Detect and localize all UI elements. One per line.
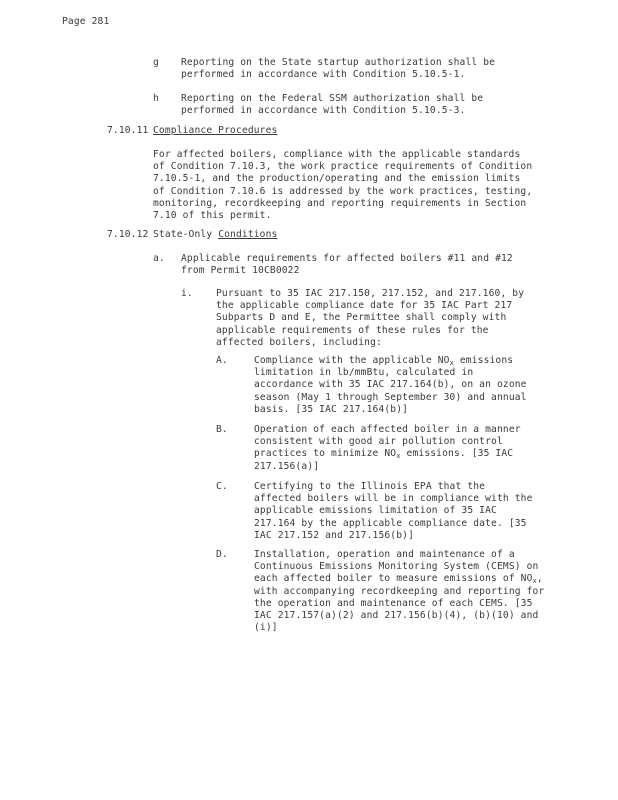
item-text-line: affected boilers, including: [216, 336, 382, 348]
subitem-text-line: the operation and maintenance of each CEMS. [35 [254, 597, 533, 609]
section-number: 7.10.11 [107, 125, 149, 136]
paragraph-line: monitoring, recordkeeping and reporting requirements in Section [153, 197, 527, 209]
item-text-line: Reporting on the Federal SSM authorization shall be [181, 93, 484, 104]
paragraph-line: of Condition 7.10.6 is addressed by the work practices, testing, [153, 185, 533, 197]
item-text-line: the applicable compliance date for 35 IAC Part 217 [216, 300, 513, 312]
subitem-text-line: Certifying to the Illinois EPA that the [254, 481, 486, 492]
section-number: 7.10.12 [107, 229, 149, 240]
paragraph-line: For affected boilers, compliance with the applicable standards [153, 149, 521, 160]
item-text-line: performed in accordance with Condition 5.10.5-1. [181, 69, 466, 81]
item-text-line: applicable requirements of these rules for the [216, 324, 489, 336]
subitem-text-line: Compliance with the applicable $NO_x$ emissions [254, 355, 514, 367]
subitem-text-line: applicable emissions limitation of 35 IAC [254, 505, 497, 517]
item-text-line: from Permit 10CB0022 [181, 265, 300, 277]
section-title: Compliance Procedures [153, 125, 278, 136]
paragraph-line: of Condition 7.10.3, the work practice requirements of Condition [153, 161, 533, 173]
subitem-text-line: limitation in lb/mmBtu, calculated in [254, 367, 474, 379]
subitem-text-line: 217.156(a)] [254, 460, 320, 472]
paragraph-line: 7.10 of this permit. [153, 210, 272, 221]
page-number: Page 281 [62, 16, 110, 27]
subitem-text-line: Installation, operation and maintenance of a [254, 549, 515, 560]
item-text-line: performed in accordance with Condition 5.10.5-3. [181, 105, 466, 117]
subitem-text-line: 217.164 by the applicable compliance date. [35 [254, 517, 527, 529]
subitem-text-line: with accompanying recordkeeping and reporting for [254, 585, 545, 597]
subitem-label: D. [216, 549, 228, 560]
subitem-label: B. [216, 424, 228, 435]
subitem-text-line: each affected boiler to measure emissions of $NO_x$, [254, 573, 543, 586]
subitem-text-line: basis. [35 IAC 217.164(b)] [254, 403, 409, 415]
subitem-text-line: Continuous Emissions Monitoring System (CEMS) on [254, 561, 539, 573]
item-text-line: Reporting on the State startup authorization shall be [181, 57, 496, 68]
subitem-text-line: consistent with good air pollution control [254, 436, 503, 448]
subitem-label: C. [216, 481, 228, 492]
section-title: State-Only Conditions [153, 229, 278, 240]
item-label: g [153, 57, 159, 68]
subitem-text-line: season (May 1 through September 30) and annual [254, 391, 527, 403]
item-text-line: Pursuant to 35 IAC 217.150, 217.152, and 217.160, by [216, 288, 525, 299]
subitem-label: A. [216, 355, 228, 366]
subitem-text-line: IAC 217.152 and 217.156(b)] [254, 529, 414, 541]
section-title-underlined: Conditions [218, 229, 278, 240]
item-text-line: Subparts D and E, the Permittee shall comply with [216, 312, 507, 324]
subitem-text-line: Operation of each affected boiler in a manner [254, 424, 521, 435]
item-label: h [153, 93, 159, 104]
subitem-text-line: (i)] [254, 622, 278, 634]
subitem-text-line: accordance with 35 IAC 217.164(b), on an ozone [254, 379, 527, 391]
subitem-text-line: practices to minimize $NO_x$ emissions. [35 IAC [254, 448, 514, 461]
paragraph-line: 7.10.5-1, and the production/operating and the emission limits [153, 173, 521, 185]
item-label: i. [181, 288, 193, 299]
item-label: a. [153, 253, 165, 264]
subitem-text-line: IAC 217.157(a)(2) and 217.156(b)(4), (b)(10) and [254, 610, 539, 621]
item-text-line: Applicable requirements for affected boilers #11 and #12 [181, 253, 513, 264]
subitem-text-line: affected boilers will be in compliance with the [254, 493, 533, 505]
